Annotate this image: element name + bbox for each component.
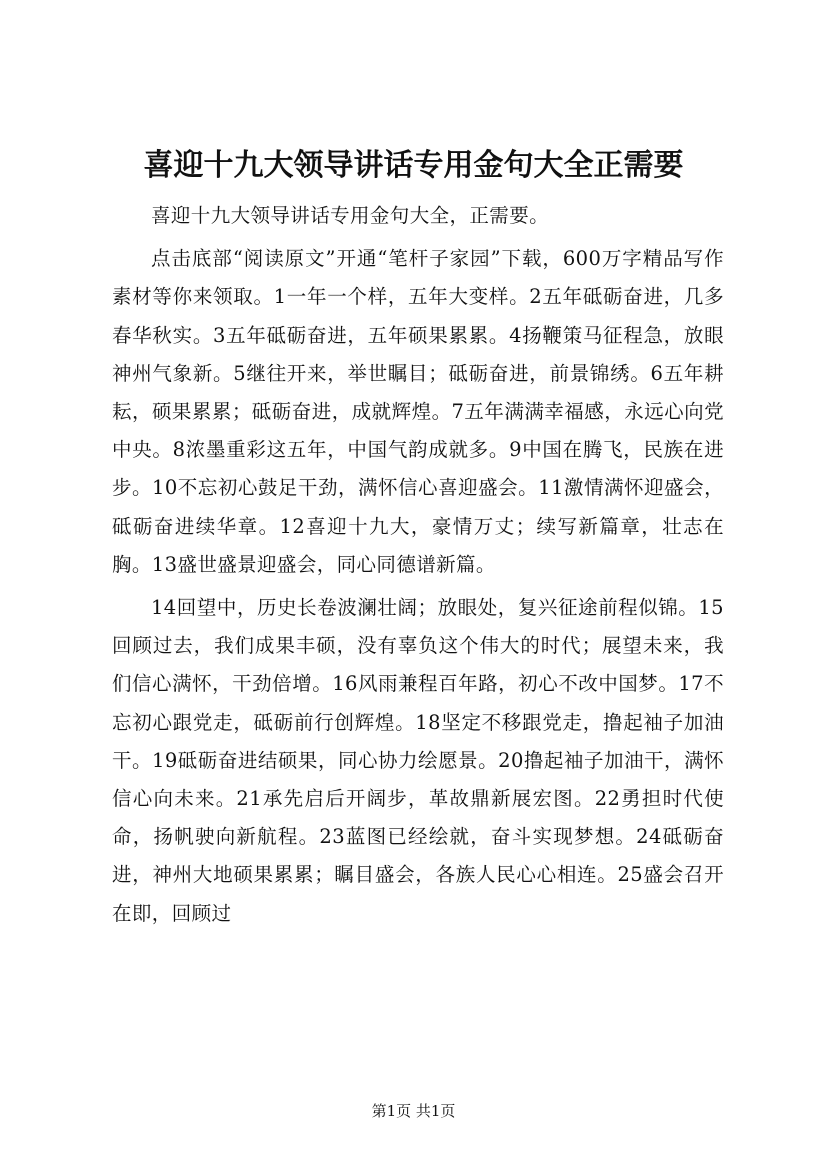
page-footer [0,1100,827,1122]
paragraph-quotes-14-25: 14回望中，历史长卷波澜壮阔；放眼处，复兴征途前程似锦。15回顾过去，我们成果丰硕，没有辜负这个伟大的时代；展望未来，我们信心满怀，干劲倍增。16风雨兼程百年路，初心不改中国梦。17不忘初心跟党走，砥砺前行创辉煌。18坚定不移跟党走，撸起袖子加油干。19砥砺奋进结硕果，同心协力绘愿景。20撸起袖子加油干，满怀信心向未来。21承先启后开阔步，革故鼎新展宏图。22勇担时代使命，扬帆驶向新航程。23蓝图已经绘就，奋斗实现梦想。24砥砺奋进，神州大地硕果累累；瞩目盛会，各族人民心心相连。25盛会召开在即，回顾过 [112,596,724,925]
document-body [112,197,724,938]
paragraph-intro: 喜迎十九大领导讲话专用金句大全，正需要。 [151,204,550,227]
page-number-label: 第1页 共1页 [371,1102,456,1120]
document-title: 喜迎十九大领导讲话专用金句大全正需要 [143,148,684,183]
paragraph-quotes-1-13: 点击底部“阅读原文”开通“笔杆子家园”下载，600万字精品写作素材等你来领取。1一年一个样，五年大变样。2五年砥砺奋进，几多春华秋实。3五年砥砺奋进，五年硕果累累。4扬鞭策马征程急，放眼神州气象新。5继往开来，举世瞩目；砥砺奋进，前景锦绣。6五年耕耘，硕果累累；砥砺奋进，成就辉煌。7五年满满幸福感，永远心向党中央。8浓墨重彩这五年，中国气韵成就多。9中国在腾飞，民族在进步。10不忘初心鼓足干劲，满怀信心喜迎盛会。11激情满怀迎盛会，砥砺奋进续华章。12喜迎十九大，豪情万丈；续写新篇章，壮志在胸。13盛世盛景迎盛会，同心同德谱新篇。 [112,247,724,576]
